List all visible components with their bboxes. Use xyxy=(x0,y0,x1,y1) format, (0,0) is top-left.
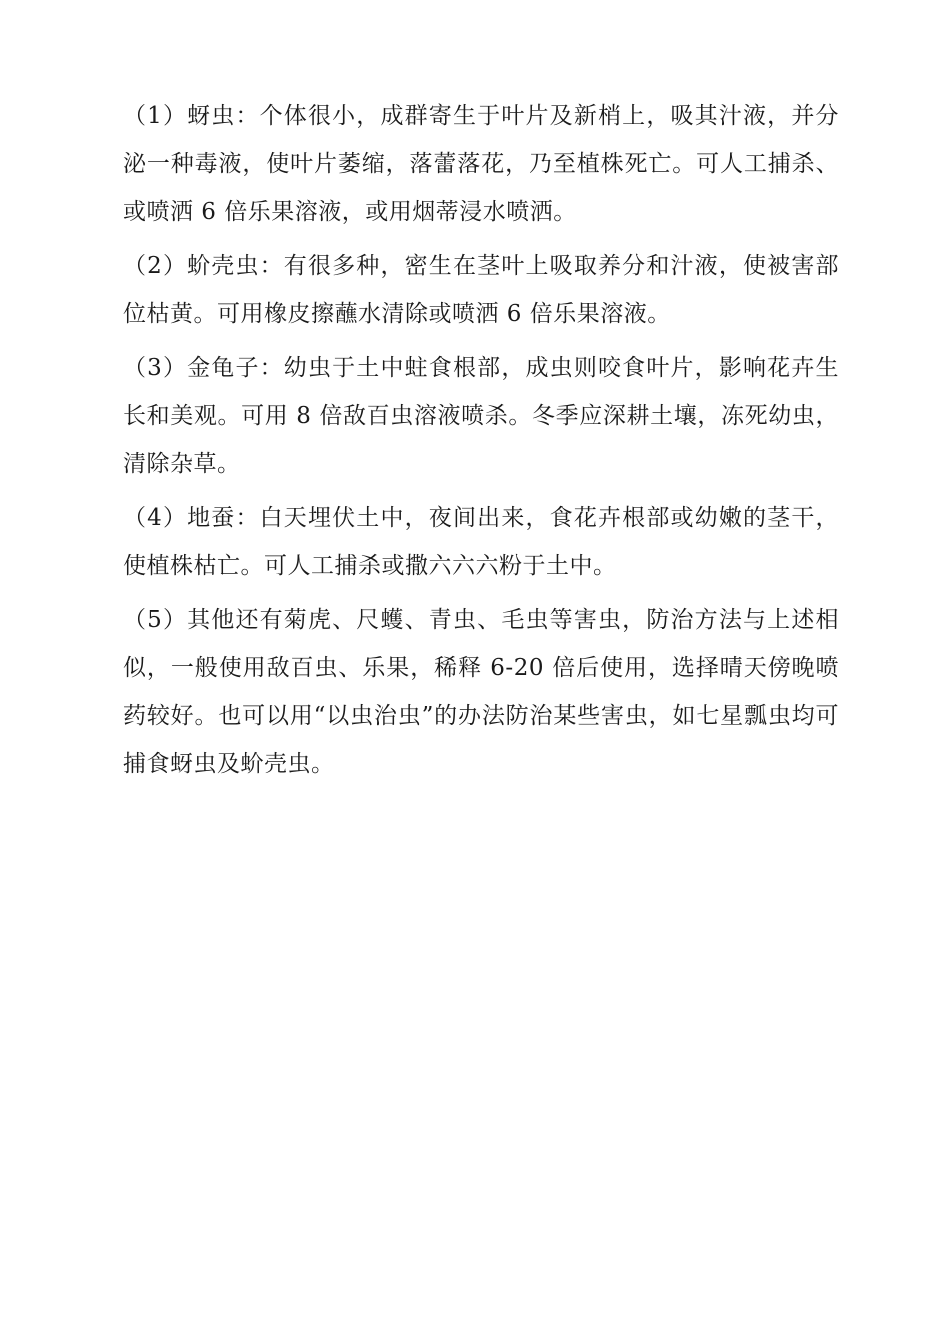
document-body xyxy=(123,92,839,794)
paragraph-cutworms: （4）地蚕：白天埋伏土中，夜间出来，食花卉根部或幼嫩的茎干，使植株枯亡。可人工捕杀或撒六六六粉于土中。 xyxy=(123,505,839,579)
paragraph-chafer-beetles: （3）金龟子：幼虫于土中蛀食根部，成虫则咬食叶片，影响花卉生长和美观。可用 8 倍敌百虫溶液喷杀。冬季应深耕土壤，冻死幼虫，清除杂草。 xyxy=(123,355,839,477)
paragraph-aphids: （1）蚜虫：个体很小，成群寄生于叶片及新梢上，吸其汁液，并分泌一种毒液，使叶片萎缩，落蕾落花，乃至植株死亡。可人工捕杀、或喷洒 6 倍乐果溶液，或用烟蒂浸水喷洒。 xyxy=(123,103,839,225)
paragraph-other-pests: （5）其他还有菊虎、尺蠖、青虫、毛虫等害虫，防治方法与上述相似，一般使用敌百虫、乐果，稀释 6-20 倍后使用，选择晴天傍晚喷药较好。也可以用“以虫治虫”的办法防治某些害虫，如七星瓢虫均可捕食蚜虫及蚧壳虫。 xyxy=(123,607,839,777)
paragraph-scale-insects: （2）蚧壳虫：有很多种，密生在茎叶上吸取养分和汁液，使被害部位枯黄。可用橡皮擦蘸水清除或喷洒 6 倍乐果溶液。 xyxy=(123,253,839,327)
